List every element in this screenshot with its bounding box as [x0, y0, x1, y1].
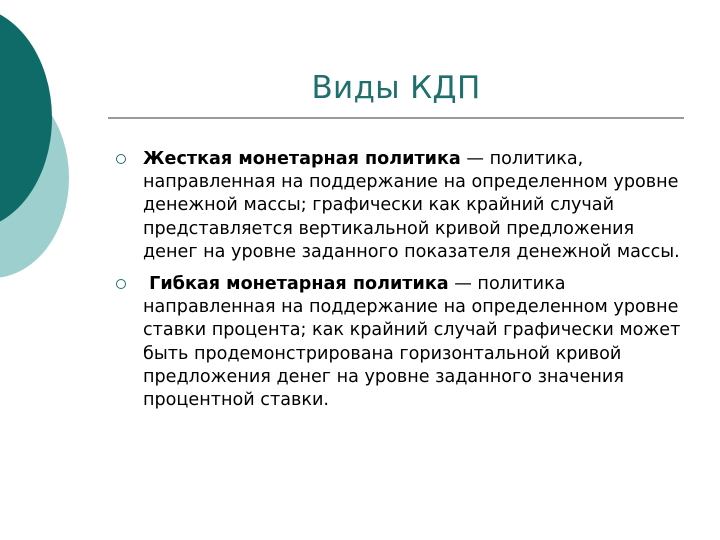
decorative-circles [0, 0, 80, 290]
hollow-circle-bullet-icon [116, 154, 126, 164]
bullet-term: Гибкая монетарная политика [143, 274, 449, 295]
bullet-list [116, 148, 686, 421]
bullet-text [143, 273, 686, 412]
slide-title: Виды КДП [311, 70, 481, 106]
bullet-definition: — политика направленная на поддержание на определенном уровне ставки процента; как крайний случай графически может быть продемонстрирована горизонтальной кривой предложения денег на уровне заданного значения процентной ставки. [143, 274, 681, 411]
bullet-text [143, 148, 686, 264]
bullet-item [116, 273, 686, 412]
title-divider [108, 117, 684, 119]
bullet-term: Жесткая монетарная политика [143, 149, 461, 169]
hollow-circle-bullet-icon [116, 279, 126, 289]
bullet-item [116, 148, 686, 264]
bullet-definition: — политика, направленная на поддержание на определенном уровне денежной массы; графически как крайний случай представляется вертикальной кривой предложения денег на уровне заданного показателя денежной массы. [143, 149, 680, 262]
